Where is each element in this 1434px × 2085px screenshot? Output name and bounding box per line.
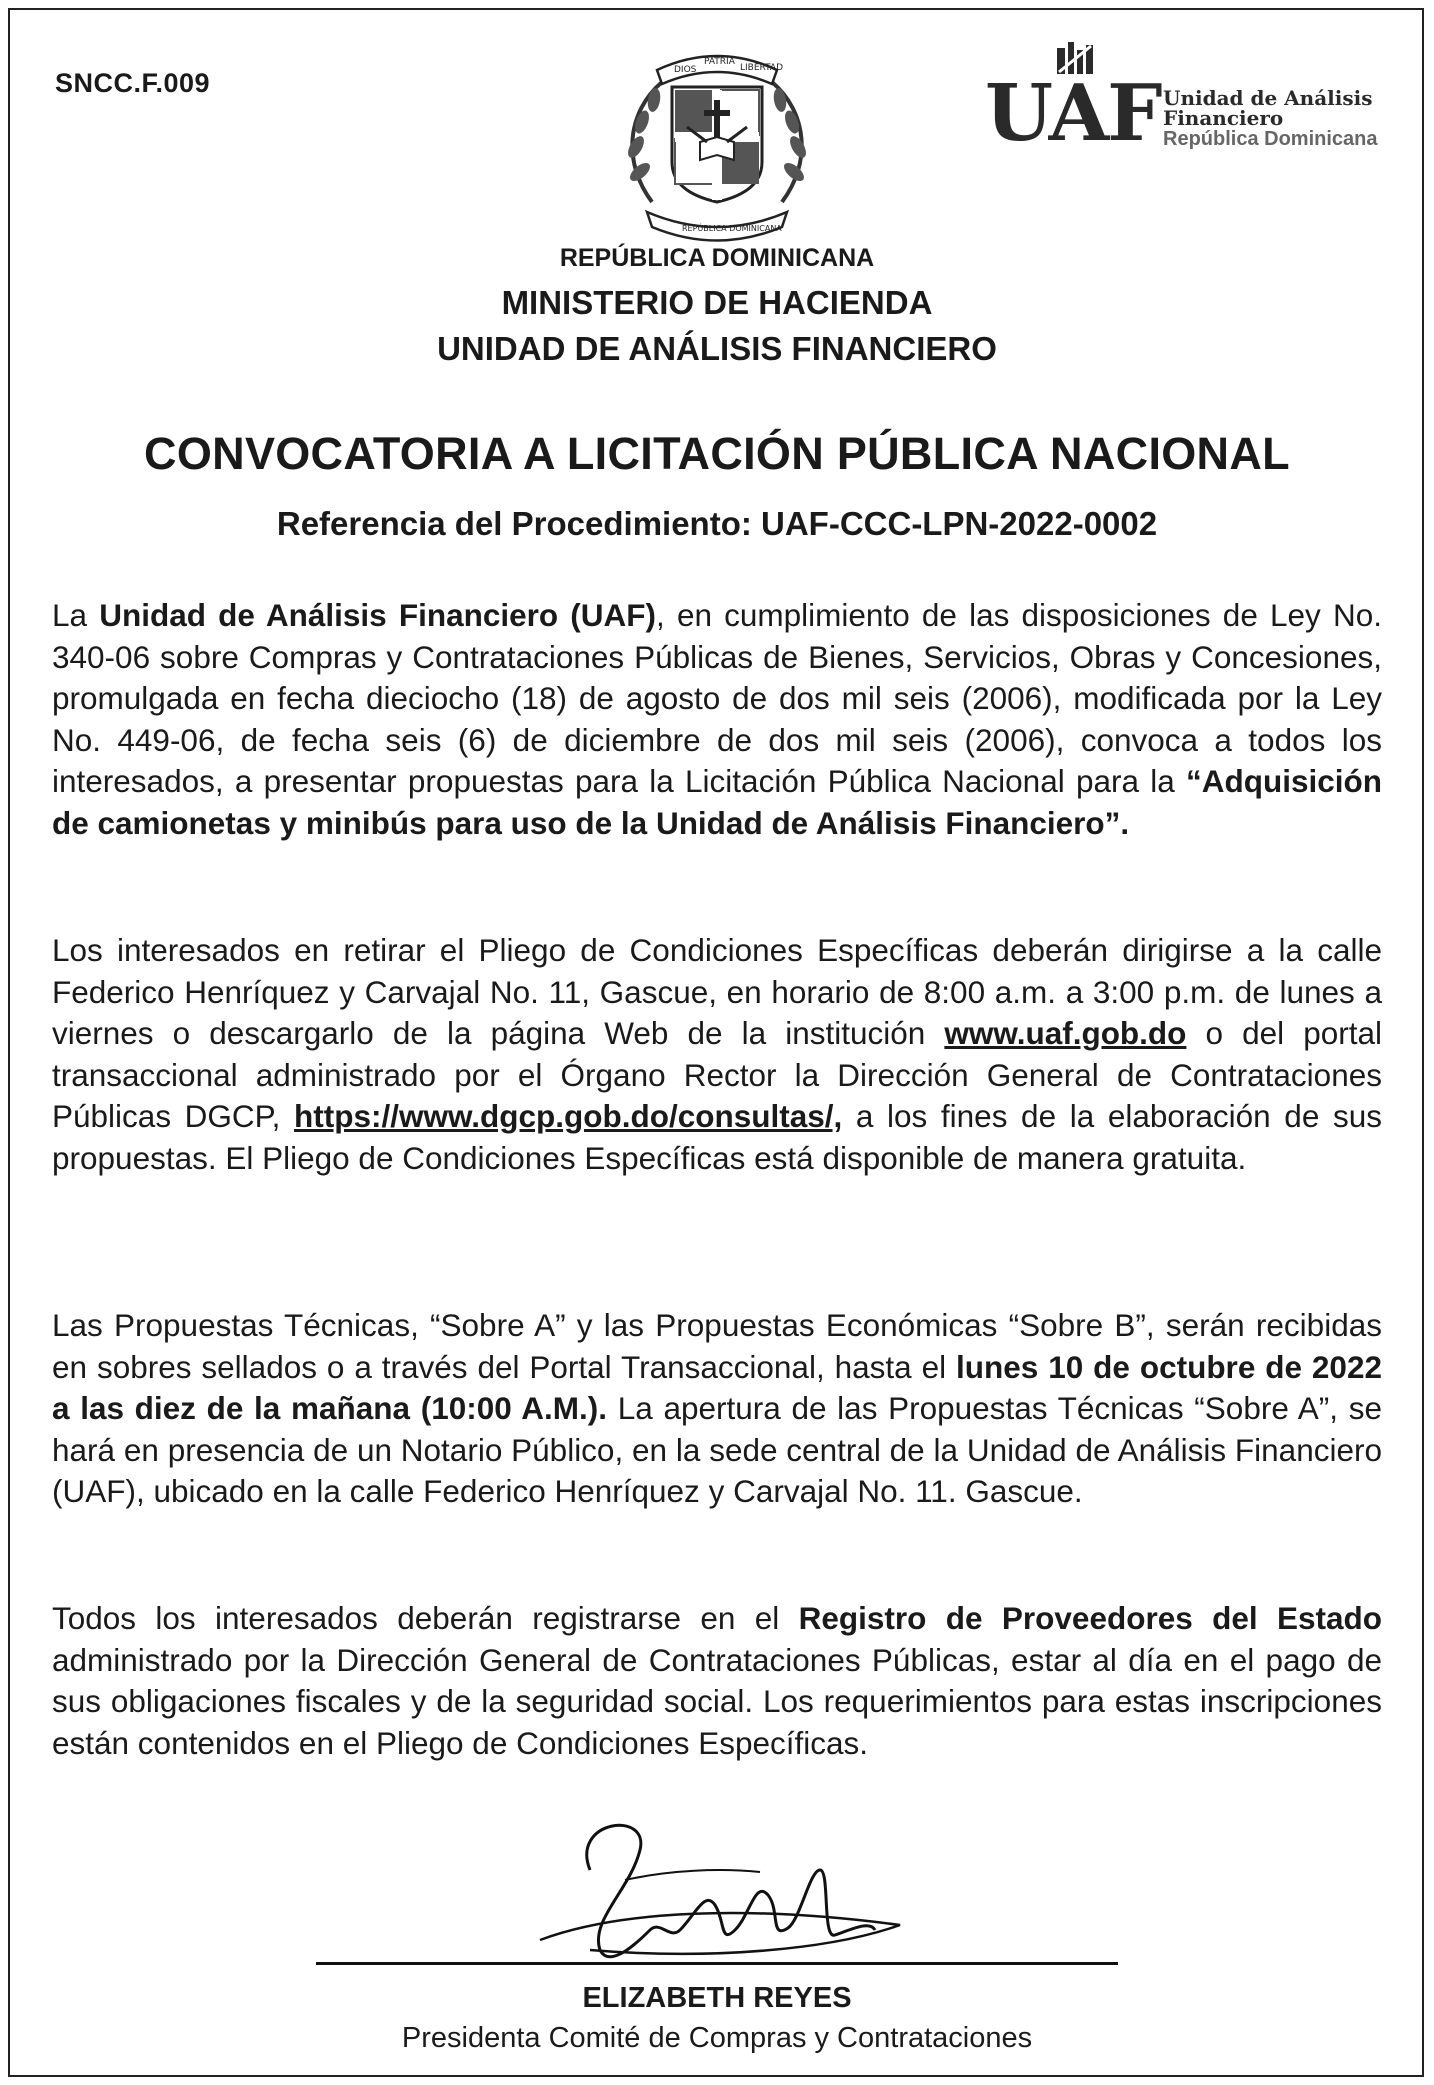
- logo-acronym: UAF: [985, 68, 1161, 159]
- text-run-bold: “Adquisición de camionetas y minibús para uso de la Unidad de Análisis Financiero”.: [52, 763, 1382, 841]
- text-run: , en cumplimiento de las disposiciones de Ley No. 340-06 sobre Compras y Contrataciones Públicas de Bienes, Servicios, Obras y Concesiones, promulgada en fecha dieciocho (18) de agosto de dos mil seis (2006), modificada por la Ley No. 449-06, de fecha seis (6) de diciembre de dos mil seis (2006), convoca a todos los interesados, a presentar propuestas para la Licitación Pública Nacional para la: [52, 597, 1382, 799]
- ministry-name: MINISTERIO DE HACIENDA: [501, 284, 933, 321]
- dgcp-consultas-link[interactable]: https://www.dgcp.gob.do/consultas/,: [293, 1098, 843, 1134]
- deadline-text: lunes 10 de octubre de 2022 a las diez de la mañana (10:00 A.M.).: [52, 1348, 1382, 1426]
- text-run: Las Propuestas Técnicas, “Sobre A” y las Propuestas Económicas “Sobre B”, serán recibidas en sobres sellados o a través del Portal Transaccional, hasta el: [52, 1307, 1382, 1385]
- paragraph-intro: [52, 595, 1382, 844]
- paragraph-submission: [52, 1305, 1382, 1513]
- unit-name: UNIDAD DE ANÁLISIS FINANCIERO: [437, 330, 997, 367]
- logo-line-1: Unidad de Análisis: [1163, 86, 1373, 110]
- signer-name: ELIZABETH REYES: [582, 1982, 852, 2014]
- text-run-bold: Unidad de Análisis Financiero (UAF): [99, 597, 657, 633]
- uaf-website-link[interactable]: www.uaf.gob.do: [944, 1015, 1187, 1051]
- text-run: Todos los interesados deberán registrarse en el: [52, 1600, 799, 1636]
- text-run: Los interesados en retirar el Pliego de Condiciones Específicas deberán dirigirse a la calle Federico Henríquez y Carvajal No. 11, Gascue, en horario de 8:00 a.m. a 3:00 p.m. de lunes a viernes o descargarlo de la página Web de la institución: [52, 932, 1382, 1051]
- paragraph-registration: [52, 1598, 1382, 1764]
- text-run: a los fines de la elaboración de sus propuestas. El Pliego de Condiciones Específicas está disponible de manera gratuita.: [52, 1098, 1382, 1176]
- signature-line: [316, 1962, 1118, 1965]
- procedure-reference: Referencia del Procedimiento: UAF-CCC-LPN-2022-0002: [276, 505, 1158, 542]
- seal-banner: REPÚBLICA DOMINICANA: [682, 224, 782, 233]
- signer-role: Presidenta Comité de Compras y Contrataciones: [401, 2022, 1033, 2054]
- handwritten-signature-icon: [530, 1810, 910, 1980]
- text-run-bold: Registro de Proveedores del Estado: [798, 1600, 1383, 1636]
- uaf-logo: [985, 42, 1385, 162]
- text-run: administrado por la Dirección General de Contrataciones Públicas, estar al día en el pago de sus obligaciones fiscales y de la seguridad social. Los requerimientos para estas inscripciones están contenidos en el Pliego de Condiciones Específicas.: [52, 1641, 1382, 1761]
- seal-motto-1: DIOS: [674, 65, 697, 75]
- logo-line-3: República Dominicana: [1163, 128, 1378, 150]
- text-run: La apertura de las Propuestas Técnicas “Sobre A”, se hará en presencia de un Notario Público, en la sede central de la Unidad de Análisis Financiero (UAF), ubicado en la calle Federico Henríquez y Carvajal No. 11. Gascue.: [52, 1390, 1382, 1509]
- text-run: o del portal transaccional administrado por el Órgano Rector la Dirección General de Contrataciones Públicas DGCP,: [52, 1015, 1382, 1134]
- logo-line-2: Financiero: [1163, 106, 1284, 130]
- page-title: CONVOCATORIA A LICITACIÓN PÚBLICA NACIONAL: [144, 428, 1290, 479]
- paragraph-pliego: [52, 930, 1382, 1179]
- seal-motto-3: LIBERTAD: [740, 63, 784, 73]
- text-run: La: [52, 597, 100, 633]
- country-name: REPÚBLICA DOMINICANA: [559, 244, 875, 272]
- seal-motto-2: PATRIA: [704, 57, 735, 67]
- dominican-coat-of-arms-icon: [612, 42, 822, 242]
- form-code: SNCC.F.009: [55, 68, 211, 98]
